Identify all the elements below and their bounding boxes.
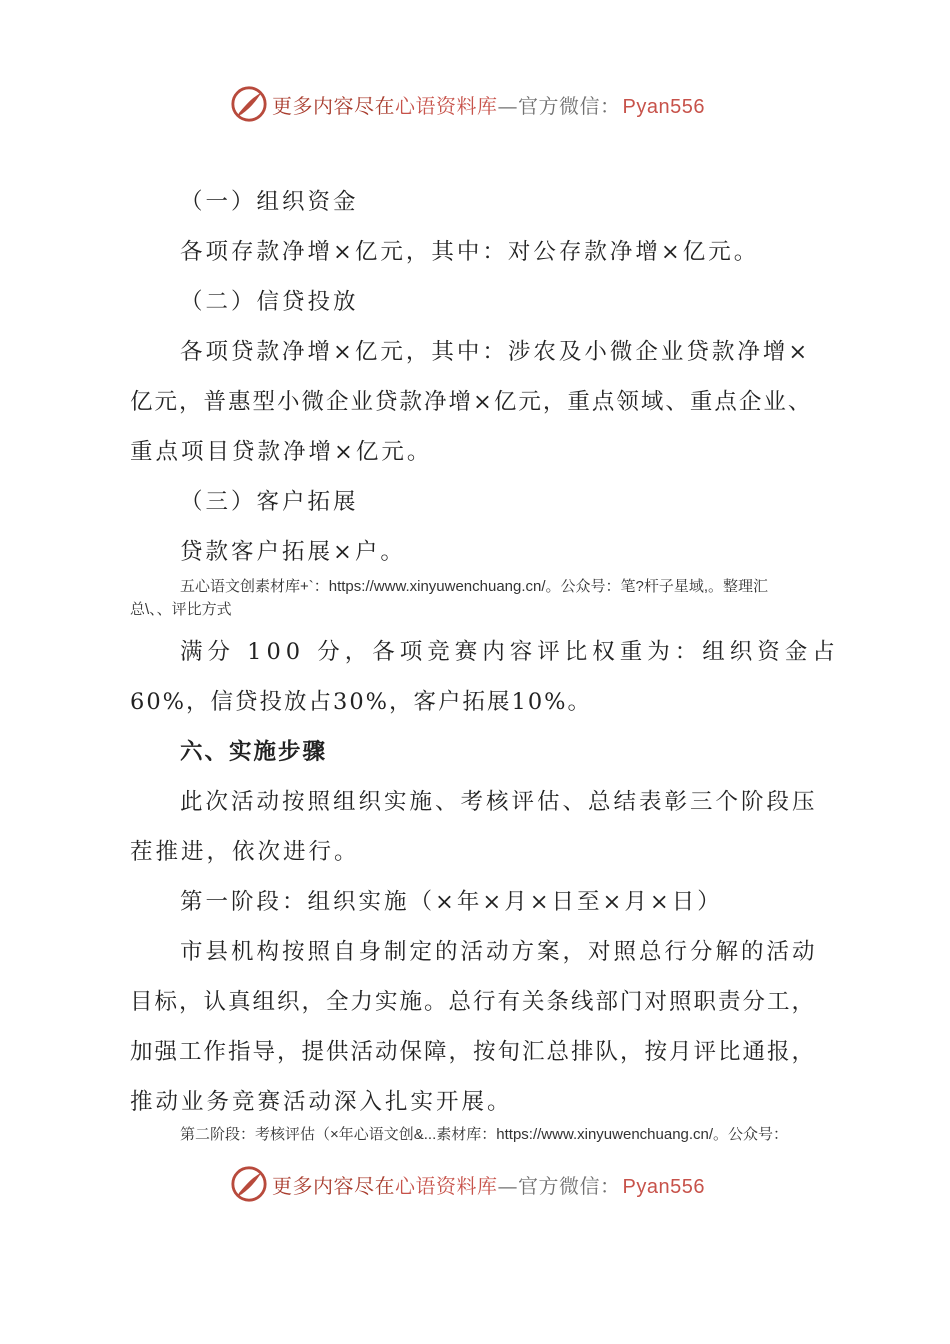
quill-logo-icon [230,1165,268,1203]
quill-logo-icon [230,85,268,123]
paragraph-implementation-line1: 市县机构按照自身制定的活动方案，对照总行分解的活动 [180,939,818,965]
heading-credit: （二）信贷投放 [180,289,359,315]
banner-text: 更多内容尽在心语资料库—官方微信： Pyan556 [272,93,705,118]
heading-customers: （三）客户拓展 [180,489,359,515]
watermark-line1: 五心语文创素材库+`：https://www.xinyuwenchuang.cn/。公众号：笔?杆子星域,。整理汇 [180,578,769,595]
paragraph-implementation-line2: 目标，认真组织，全力实施。总行有关条线部门对照职责分工， [130,989,817,1015]
paragraph-phases-line1: 此次活动按照组织实施、考核评估、总结表彰三个阶段压 [180,789,818,815]
paragraph-scoring-line1: 满分 100 分，各项竞赛内容评比权重为：组织资金占 [180,639,840,665]
paragraph-phase-one: 第一阶段：组织实施（×年×月×日至×月×日） [180,889,723,915]
paragraph-loans-line2: 亿元，普惠型小微企业贷款净增×亿元，重点领域、重点企业、 [130,389,813,415]
paragraph-loans-line3: 重点项目贷款净增×亿元。 [130,439,433,465]
watermark-line3: 第二阶段：考核评估（×年心语文创&...素材库：https://www.xinyuwenchuang.cn/。公众号： [180,1126,789,1143]
paragraph-implementation-line3: 加强工作指导，提供活动保障，按旬汇总排队，按月评比通报， [130,1039,817,1065]
watermark-line2: 总\、、评比方式 [130,601,232,618]
section-heading-steps: 六、实施步骤 [180,739,328,765]
paragraph-phases-line2: 茬推进，依次进行。 [130,839,360,865]
paragraph-customers: 贷款客户拓展×户。 [180,539,406,565]
header-banner [230,84,705,124]
heading-organize-funds: （一）组织资金 [180,189,359,215]
paragraph-loans-line1: 各项贷款净增×亿元，其中：涉农及小微企业贷款净增× [180,339,811,365]
banner-text: 更多内容尽在心语资料库—官方微信： Pyan556 [272,1173,705,1198]
paragraph-implementation-line4: 推动业务竞赛活动深入扎实开展。 [130,1089,513,1115]
paragraph-deposits: 各项存款净增×亿元，其中：对公存款净增×亿元。 [180,239,760,265]
paragraph-scoring-line2: 60%，信贷投放占30%，客户拓展10%。 [130,689,593,715]
footer-banner [230,1164,705,1204]
